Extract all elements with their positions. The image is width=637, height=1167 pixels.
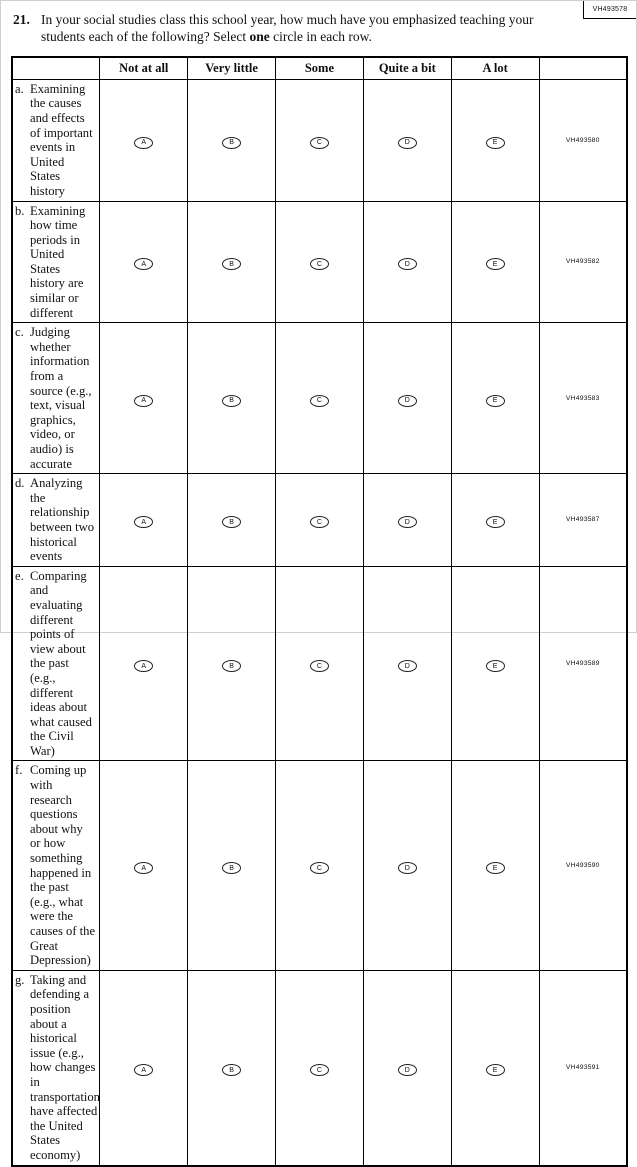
oval-letter: D — [404, 518, 410, 526]
answer-oval[interactable] — [486, 660, 505, 672]
answer-oval[interactable] — [398, 137, 417, 149]
answer-oval[interactable] — [310, 137, 329, 149]
oval-letter: B — [229, 1066, 234, 1074]
oval-letter: D — [404, 1066, 410, 1074]
oval-letter: B — [229, 518, 234, 526]
row-letter: c. — [15, 325, 24, 340]
answer-oval[interactable] — [486, 258, 505, 270]
row-letter: f. — [15, 763, 23, 778]
answer-oval[interactable] — [134, 862, 153, 874]
row-letter: d. — [15, 476, 25, 491]
answer-oval[interactable] — [222, 660, 241, 672]
answer-oval[interactable] — [486, 1064, 505, 1076]
answer-oval[interactable] — [310, 1064, 329, 1076]
oval-letter: B — [229, 260, 234, 268]
table-row — [12, 79, 627, 201]
row-code: VH493589 — [539, 566, 627, 761]
answer-oval[interactable] — [222, 258, 241, 270]
oval-letter: A — [141, 518, 147, 526]
row-label: Judging whether information from a source (e.g., text, visual graphics, video, or audio) is accurate — [30, 325, 92, 471]
answer-oval[interactable] — [134, 258, 153, 270]
column-header-some: Some — [276, 57, 364, 80]
answer-oval[interactable] — [310, 862, 329, 874]
answer-oval[interactable] — [134, 1064, 153, 1076]
header-empty-cell — [12, 57, 100, 80]
oval-letter: A — [141, 260, 147, 268]
oval-letter: D — [404, 662, 410, 670]
oval-letter: E — [492, 864, 498, 872]
answer-oval[interactable] — [134, 137, 153, 149]
page-code: VH493578 — [583, 1, 636, 19]
oval-letter: C — [316, 864, 322, 872]
answer-oval[interactable] — [222, 516, 241, 528]
oval-letter: C — [316, 397, 322, 405]
row-letter: b. — [15, 203, 25, 218]
survey-table — [11, 56, 628, 1167]
answer-oval[interactable] — [486, 137, 505, 149]
row-letter: e. — [15, 568, 24, 583]
question-text — [41, 12, 546, 46]
oval-letter: A — [141, 1066, 147, 1074]
oval-letter: A — [141, 864, 147, 872]
answer-oval[interactable] — [134, 516, 153, 528]
answer-oval[interactable] — [222, 1064, 241, 1076]
column-header-quite-a-bit: Quite a bit — [363, 57, 451, 80]
answer-oval[interactable] — [310, 516, 329, 528]
question-block — [1, 1, 636, 52]
table-row — [12, 474, 627, 567]
question-number: 21. — [13, 12, 30, 27]
oval-letter: E — [492, 397, 498, 405]
row-code: VH493582 — [539, 201, 627, 323]
oval-letter: E — [492, 518, 498, 526]
oval-letter: A — [141, 662, 147, 670]
oval-letter: B — [229, 139, 234, 147]
oval-letter: C — [316, 260, 322, 268]
answer-oval[interactable] — [398, 1064, 417, 1076]
row-letter: a. — [15, 81, 24, 96]
oval-letter: D — [404, 397, 410, 405]
oval-letter: E — [492, 139, 498, 147]
question-bold-word: one — [249, 28, 270, 44]
oval-letter: E — [492, 1066, 498, 1074]
answer-oval[interactable] — [310, 660, 329, 672]
oval-letter: E — [492, 662, 498, 670]
answer-oval[interactable] — [222, 862, 241, 874]
header-code-cell — [539, 57, 627, 80]
column-header-not-at-all: Not at all — [100, 57, 188, 80]
answer-oval[interactable] — [134, 395, 153, 407]
row-label: Analyzing the relationship between two historical events — [30, 476, 94, 564]
header-row — [12, 57, 627, 80]
oval-letter: A — [141, 139, 147, 147]
row-label: Examining the causes and effects of important events in United States history — [30, 81, 93, 198]
answer-oval[interactable] — [486, 516, 505, 528]
row-letter: g. — [15, 972, 25, 987]
answer-oval[interactable] — [310, 258, 329, 270]
answer-oval[interactable] — [222, 137, 241, 149]
oval-letter: E — [492, 260, 498, 268]
oval-letter: B — [229, 662, 234, 670]
answer-oval[interactable] — [398, 660, 417, 672]
answer-oval[interactable] — [310, 395, 329, 407]
oval-letter: C — [316, 139, 322, 147]
oval-letter: C — [316, 1066, 322, 1074]
row-label: Examining how time periods in United States history are similar or different — [30, 203, 86, 320]
answer-oval[interactable] — [398, 258, 417, 270]
answer-oval[interactable] — [398, 395, 417, 407]
answer-oval[interactable] — [134, 660, 153, 672]
answer-oval[interactable] — [486, 862, 505, 874]
oval-letter: D — [404, 139, 410, 147]
oval-letter: C — [316, 662, 322, 670]
question-text-part-a: In your social studies class this school year, how much have you emphasized teaching your students each of the following? Select — [41, 12, 534, 44]
column-header-very-little: Very little — [188, 57, 276, 80]
table-row — [12, 201, 627, 323]
oval-letter: C — [316, 518, 322, 526]
answer-oval[interactable] — [222, 395, 241, 407]
table-row — [12, 566, 627, 761]
row-code: VH493580 — [539, 79, 627, 201]
row-label: Comparing and evaluating different points of view about the past (e.g., different ideas about what caused the Civil War) — [30, 568, 92, 758]
column-header-a-lot: A lot — [451, 57, 539, 80]
row-label: Coming up with research questions about why or how something happened in the past (e.g., what were the causes of the Great Depression) — [30, 763, 96, 968]
oval-letter: D — [404, 864, 410, 872]
oval-letter: A — [141, 397, 147, 405]
answer-oval[interactable] — [486, 395, 505, 407]
question-text-part-b: circle in each row. — [269, 28, 372, 44]
answer-oval[interactable] — [398, 862, 417, 874]
oval-letter: B — [229, 864, 234, 872]
table-row — [12, 970, 627, 1165]
answer-oval[interactable] — [398, 516, 417, 528]
table-row — [12, 761, 627, 970]
oval-letter: D — [404, 260, 410, 268]
oval-letter: B — [229, 397, 234, 405]
row-code: VH493587 — [539, 474, 627, 567]
row-code: VH493583 — [539, 323, 627, 474]
row-code: VH493591 — [539, 970, 627, 1165]
row-code: VH493590 — [539, 761, 627, 970]
row-label: Taking and defending a position about a historical issue (e.g., how changes in transportation have affected the United States economy) — [30, 972, 100, 1162]
table-row — [12, 323, 627, 474]
